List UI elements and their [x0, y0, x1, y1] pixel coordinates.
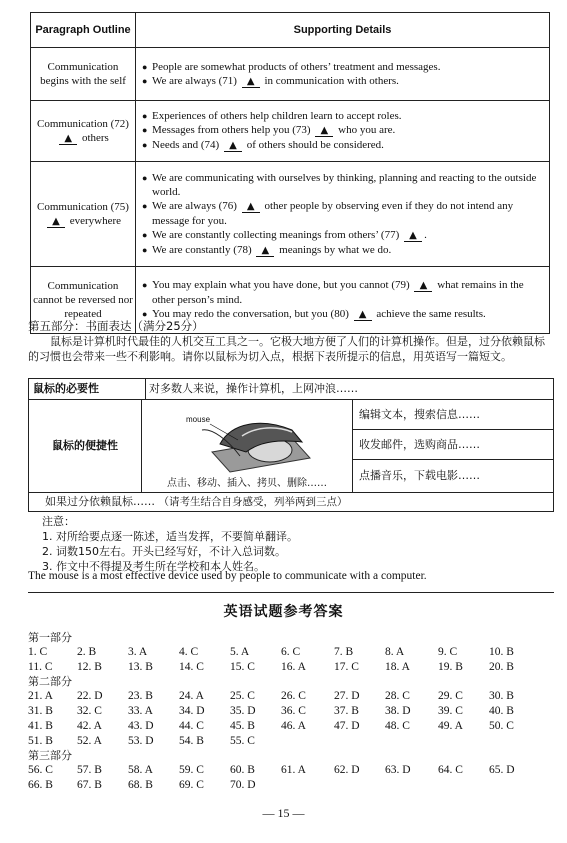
outline-cell: Communication (75) ▲ everywhere — [31, 162, 136, 267]
answer-item: 58. A — [128, 764, 153, 776]
answer-item: 39. C — [438, 705, 463, 717]
answer-item: 46. A — [281, 720, 306, 732]
answer-item: 6. C — [281, 646, 301, 658]
paragraph-outline-table — [30, 12, 550, 334]
answer-item: 37. B — [334, 705, 359, 717]
convenience-row — [29, 400, 553, 493]
answer-item: 55. C — [230, 735, 255, 747]
answer-blank: ▲ — [406, 229, 421, 241]
necessity-row — [29, 379, 553, 400]
detail-item: ● Messages from others help you (73) ▲ who you are. — [142, 124, 396, 136]
mouse-actions-caption: 点击、移动、插入、拷贝、删除…… — [167, 478, 327, 489]
outline-cell: Communication begins with the self — [31, 48, 136, 101]
answer-item: 50. C — [489, 720, 514, 732]
answer-item: 54. B — [179, 735, 204, 747]
details-cell — [136, 162, 550, 267]
part3-label: 第三部分 — [28, 749, 72, 762]
answer-item: 13. B — [128, 661, 153, 673]
answer-row — [28, 704, 514, 719]
answer-item: 52. A — [77, 735, 102, 747]
answer-item: 28. C — [385, 690, 410, 702]
note-item: 3. 作文中不得提及考生所在学校和本人姓名。 — [42, 560, 265, 573]
detail-item: ● You may explain what you have done, but you cannot (79) ▲ what remains in the other person’s mind. — [142, 279, 524, 306]
answer-item: 60. B — [230, 764, 255, 776]
detail-item: ● We are always (76) ▲ other people by observing even if they do not intend any message for you. — [142, 199, 514, 227]
overuse-row — [29, 493, 553, 511]
answer-item: 27. D — [334, 690, 360, 702]
answer-item: 29. C — [438, 690, 463, 702]
mouse-hand-illustration — [142, 400, 353, 492]
answer-blank: ▲ — [317, 125, 332, 136]
divider — [28, 592, 554, 593]
note-item: 2. 词数150左右。开头已经写好，不计入总词数。 — [42, 545, 286, 558]
answer-item: 35. D — [230, 705, 256, 717]
answer-item: 49. A — [438, 720, 463, 732]
answer-item: 26. C — [281, 690, 306, 702]
header-supporting-details: Supporting Details — [136, 13, 550, 48]
answer-item: 22. D — [77, 690, 103, 702]
answer-item: 57. B — [77, 764, 102, 776]
answer-item: 31. B — [28, 705, 53, 717]
essay-opening-sentence: The mouse is a most effective device used by people to communicate with a computer. — [28, 570, 427, 582]
answer-blank: ▲ — [243, 75, 258, 87]
answer-item: 16. A — [281, 661, 306, 673]
answer-item: 51. B — [28, 735, 53, 747]
detail-item: ● We are constantly (78) ▲ meanings by what we do. — [142, 243, 392, 256]
detail-item: ● Experiences of others help children learn to accept roles. — [142, 110, 402, 122]
convenience-label: 鼠标的便捷性 — [29, 400, 142, 492]
answer-row — [28, 734, 255, 749]
answer-row — [28, 645, 514, 660]
answer-item: 3. A — [128, 646, 148, 658]
answer-item: 44. C — [179, 720, 204, 732]
answer-item: 24. A — [179, 690, 204, 702]
answer-blank: ▲ — [225, 140, 241, 151]
answer-blank: ▲ — [48, 215, 63, 227]
answer-item: 12. B — [77, 661, 102, 673]
answer-blank: ▲ — [61, 132, 76, 144]
answer-item: 38. D — [385, 705, 411, 717]
answer-item: 34. D — [179, 705, 205, 717]
answer-item: 8. A — [385, 646, 405, 658]
answer-item: 1. C — [28, 646, 48, 658]
answer-item: 25. C — [230, 690, 255, 702]
details-cell — [136, 101, 550, 162]
answer-item: 5. A — [230, 646, 250, 658]
answer-item: 19. B — [438, 661, 463, 673]
answer-item: 4. C — [179, 646, 199, 658]
answer-item: 11. C — [28, 661, 53, 673]
overuse-hint: （请考生结合自身感受，列举两到三点） — [158, 496, 348, 508]
answer-item: 68. B — [128, 779, 153, 791]
answer-item: 40. B — [489, 705, 514, 717]
answer-item: 45. B — [230, 720, 255, 732]
section5-title: 第五部分：书面表达（满分25分） — [28, 319, 204, 333]
part1-label: 第一部分 — [28, 631, 72, 644]
answer-item: 53. D — [128, 735, 154, 747]
part2-label: 第二部分 — [28, 675, 72, 688]
necessity-text: 对多数人来说，操作计算机，上网冲浪…… — [149, 382, 358, 395]
necessity-label: 鼠标的必要性 — [29, 379, 146, 399]
answer-item: 61. A — [281, 764, 306, 776]
detail-item: ● We are always (71) ▲ in communication with others. — [142, 74, 399, 87]
answer-item: 64. C — [438, 764, 463, 776]
convenience-option: 编辑文本，搜索信息…… — [353, 400, 553, 430]
writing-prompt-table — [28, 378, 554, 512]
note-item: 1. 对所给要点逐一陈述，适当发挥，不要简单翻译。 — [42, 530, 298, 543]
page-number: — 15 — — [262, 806, 305, 820]
answer-item: 32. C — [77, 705, 102, 717]
answer-item: 17. C — [334, 661, 359, 673]
convenience-option: 点播音乐，下载电影…… — [359, 469, 480, 482]
section5-intro: 鼠标是计算机时代最佳的人机交互工具之一。它极大地方便了人们的计算机操作。但是，过分依赖鼠标的习惯也会带来一些不利影响。请你以鼠标为切入点，根据下表所提示的信息，用英语写一篇短文。 — [28, 335, 545, 363]
answer-item: 69. C — [179, 779, 204, 791]
answer-item: 63. D — [385, 764, 411, 776]
answer-item: 66. B — [28, 779, 53, 791]
answer-item: 2. B — [77, 646, 97, 658]
answer-blank: ▲ — [355, 309, 370, 320]
outline-cell: Communication cannot be reversed nor repeated — [31, 267, 136, 334]
answer-key-title: 英语试题参考答案 — [223, 604, 344, 620]
answer-item: 20. B — [489, 661, 514, 673]
notes — [42, 514, 298, 574]
header-paragraph-outline: Paragraph Outline — [31, 13, 136, 48]
answer-item: 56. C — [28, 764, 53, 776]
answer-item: 10. B — [489, 646, 514, 658]
notes-title: 注意： — [42, 515, 75, 528]
detail-item: ● We are communicating with ourselves by thinking, planning and reacting to the outside world. — [142, 171, 537, 198]
convenience-option: 收发邮件，选购商品…… — [353, 430, 553, 460]
answer-item: 15. C — [230, 661, 255, 673]
answer-item: 67. B — [77, 779, 102, 791]
answer-item: 23. B — [128, 690, 153, 702]
answer-row — [28, 660, 514, 675]
answer-item: 9. C — [438, 646, 458, 658]
detail-item: ● We are constantly collecting meanings from others’ (77) ▲ . — [142, 228, 427, 241]
detail-item: ● Needs and (74) ▲ of others should be considered. — [142, 139, 384, 151]
mouse-icon — [142, 400, 352, 478]
answer-item: 18. A — [385, 661, 410, 673]
answer-item: 21. A — [28, 690, 53, 702]
details-cell — [136, 48, 550, 101]
answer-row — [28, 778, 256, 793]
answer-item: 42. A — [77, 720, 102, 732]
answer-blank: ▲ — [416, 280, 431, 291]
outline-cell: Communication (72) ▲ others — [31, 101, 136, 162]
answer-row — [28, 689, 514, 704]
answer-item: 7. B — [334, 646, 354, 658]
answer-key — [28, 631, 515, 793]
detail-item: ● People are somewhat products of others’ treatment and messages. — [142, 60, 441, 73]
answer-item: 33. A — [128, 705, 153, 717]
answer-item: 62. D — [334, 764, 360, 776]
answer-blank: ▲ — [243, 200, 258, 212]
answer-item: 30. B — [489, 690, 514, 702]
answer-item: 65. D — [489, 764, 515, 776]
answer-item: 43. D — [128, 720, 154, 732]
answer-item: 47. D — [334, 720, 360, 732]
detail-item: ● You may redo the conversation, but you (80) ▲ achieve the same results. — [142, 308, 486, 320]
answer-row — [28, 719, 514, 734]
answer-blank: ▲ — [258, 244, 273, 256]
overuse-text: 如果过分依赖鼠标…… — [45, 495, 155, 508]
answer-item: 59. C — [179, 764, 204, 776]
answer-item: 70. D — [230, 779, 256, 791]
answer-item: 14. C — [179, 661, 204, 673]
answer-item: 48. C — [385, 720, 410, 732]
answer-item: 36. C — [281, 705, 306, 717]
mouse-label: mouse — [186, 415, 211, 424]
answer-item: 41. B — [28, 720, 53, 732]
answer-row — [28, 763, 515, 778]
